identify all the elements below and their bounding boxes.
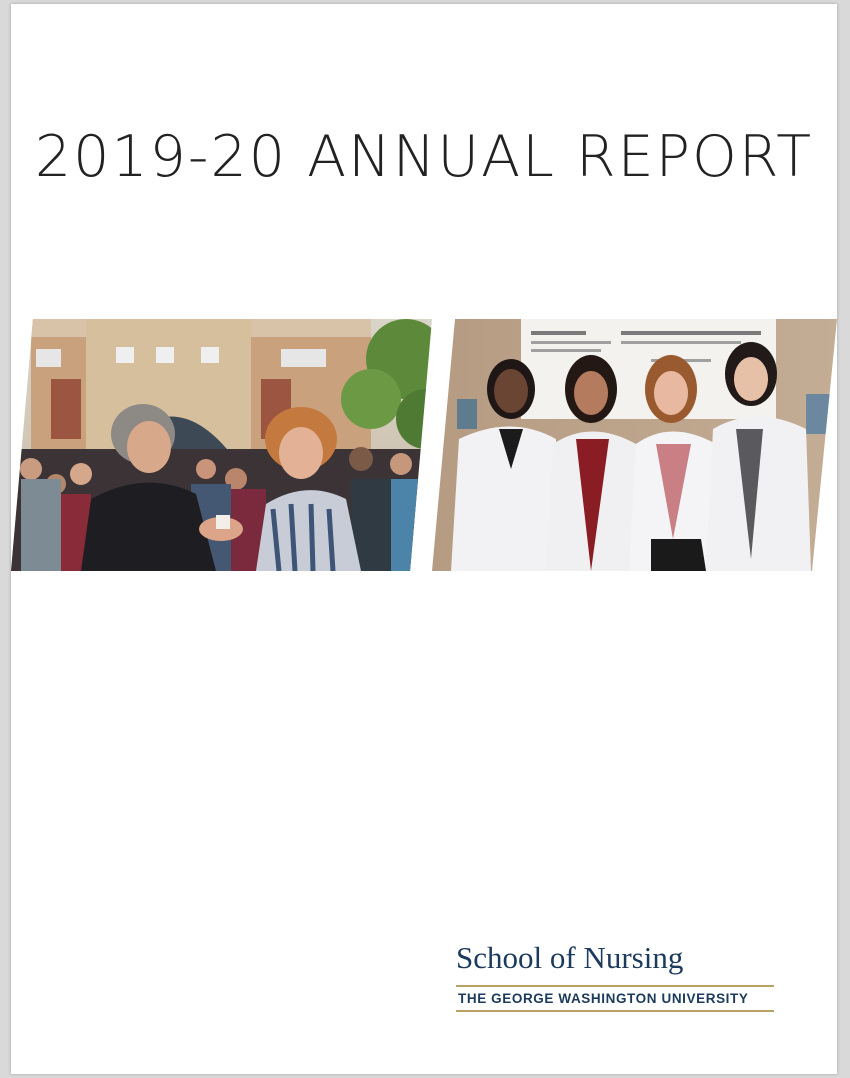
photo-strip — [11, 319, 837, 571]
group-celebration-photo — [11, 319, 456, 571]
report-title: 2019-20 ANNUAL REPORT — [34, 124, 814, 190]
report-cover-page — [11, 4, 837, 1074]
university-name: THE GEORGE WASHINGTON UNIVERSITY — [458, 991, 749, 1006]
students-in-white-coats-photo — [431, 319, 837, 571]
school-name: School of Nursing — [456, 940, 684, 975]
logo-divider-bottom — [456, 1010, 774, 1012]
school-logo — [456, 942, 776, 1012]
